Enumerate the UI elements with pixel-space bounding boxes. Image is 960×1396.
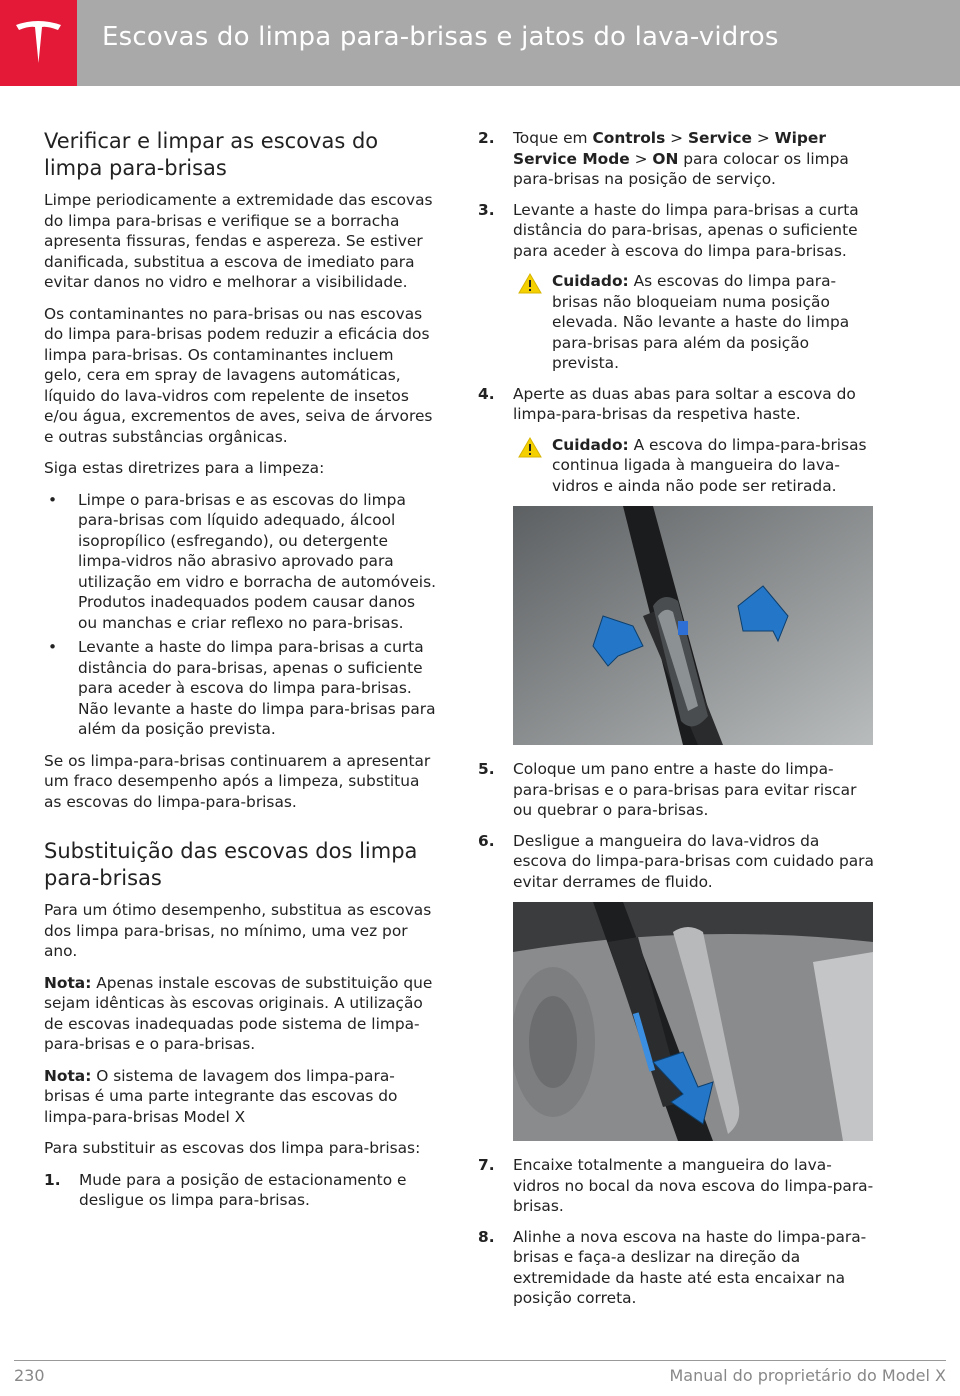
step-item: 8. Alinhe a nova escova na haste do limpa-para-brisas e faça-a deslizar na direção da extremidade da haste até esta encaixar na posição correta. xyxy=(478,1227,867,1307)
warning-icon xyxy=(518,273,542,294)
note: Nota: Apenas instale escovas de substituição que sejam idênticas às escovas originais. A utilização de escovas inadequadas pode sistema de limpa-para-brisas e o para-brisas. xyxy=(44,973,433,1053)
left-column xyxy=(44,128,436,1221)
tesla-logo-icon xyxy=(13,18,64,69)
step-list xyxy=(478,759,874,892)
list-item: • Levante a haste do limpa para-brisas a curta distância do para-brisas, apenas o suficiente para aceder à escova do limpa para-brisas. Não levante a haste do limpa para-brisas para além da posição prevista. xyxy=(48,638,436,738)
washer-hose-photo xyxy=(513,902,873,1141)
page-title: Escovas do limpa para-brisas e jatos do lava-vidros xyxy=(102,22,779,52)
warning-icon xyxy=(518,437,542,458)
page-header xyxy=(0,0,960,86)
bullet-list xyxy=(44,490,436,740)
step-list xyxy=(44,1170,436,1211)
step-list xyxy=(478,1155,874,1309)
step-item: 6. Desligue a mangueira do lava-vidros da escova do limpa-para-brisas com cuidado para evitar derrames de fluido. xyxy=(478,831,874,891)
brand-logo xyxy=(0,0,77,86)
step-list xyxy=(478,384,874,425)
note: Nota: O sistema de lavagem dos limpa-para-brisas é uma parte integrante das escovas do limpa-para-brisas Model X xyxy=(44,1066,398,1126)
paragraph: Siga estas diretrizes para a limpeza: xyxy=(44,459,325,477)
section-heading-check: Verificar e limpar as escovas do limpa para-brisas xyxy=(44,129,379,180)
step-item: 1. Mude para a posição de estacionamento e desligue os limpa para-brisas. xyxy=(44,1170,407,1209)
footer-divider xyxy=(14,1360,946,1361)
step-item: 7. Encaixe totalmente a mangueira do lava-vidros no bocal da nova escova do limpa-para-brisas. xyxy=(478,1156,874,1215)
bullet-mark: • xyxy=(48,638,58,656)
step-item: 4. Aperte as duas abas para soltar a escova do limpa-para-brisas da respetiva haste. xyxy=(478,384,856,423)
list-item: • Limpe o para-brisas e as escovas do limpa para-brisas com líquido adequado, álcool isopropílico (esfregando), ou detergente limpa-vidros não abrasivo aprovado para utilização em vidro e borracha de automóveis. Produtos inadequados podem causar danos ou manchas e criar reflexo no para-brisas. xyxy=(48,490,436,632)
section-heading-replace: Substituição das escovas dos limpa para-brisas xyxy=(44,839,418,890)
right-column xyxy=(478,128,874,1319)
paragraph: Para substituir as escovas dos limpa para-brisas: xyxy=(44,1139,421,1157)
manual-name: Manual do proprietário do Model X xyxy=(669,1366,946,1385)
paragraph: Limpe periodicamente a extremidade das escovas do limpa para-brisas e verifique se a borracha apresenta fissuras, fendas e aspereza. Se estiver danificada, substitua a escova de imediato para evitar danos no vidro e melhorar a visibilidade. xyxy=(44,191,433,291)
step-item: 5. Coloque um pano entre a haste do limpa-para-brisas e o para-brisas para evitar riscar ou quebrar o para-brisas. xyxy=(478,760,857,819)
caution-note: Cuidado: A escova do limpa-para-brisas continua ligada à mangueira do lava-vidros e ainda não pode ser retirada. xyxy=(478,435,874,497)
caution-note: Cuidado: As escovas do limpa para-brisas não bloqueiam numa posição elevada. Não levante a haste do limpa para-brisas para além da posição prevista. xyxy=(478,271,874,374)
paragraph: Para um ótimo desempenho, substitua as escovas dos limpa para-brisas, no mínimo, uma vez por ano. xyxy=(44,901,432,960)
paragraph: Se os limpa-para-brisas continuarem a apresentar um fraco desempenho após a limpeza, substitua as escovas do limpa-para-brisas. xyxy=(44,751,431,811)
wiper-release-photo xyxy=(513,506,873,745)
step-item: 3. Levante a haste do limpa para-brisas a curta distância do para-brisas, apenas o suficiente para aceder à escova do limpa para-brisas. xyxy=(478,200,859,260)
bullet-mark: • xyxy=(48,490,58,509)
page-number: 230 xyxy=(14,1366,45,1385)
paragraph: Os contaminantes no para-brisas ou nas escovas do limpa para-brisas podem reduzir a eficácia dos limpa para-brisas. Os contaminantes incluem gelo, cera em spray de lavagens automáticas, líquido do lava-vidros com repelente de insetos e/ou água, excrementos de aves, seiva de árvores e outras substâncias orgânicas. xyxy=(44,304,433,446)
step-list xyxy=(478,128,874,261)
step-item: 2. Toque em Controls > Service > Wiper Service Mode > ON para colocar os limpa para-brisas na posição de serviço. xyxy=(478,129,849,188)
